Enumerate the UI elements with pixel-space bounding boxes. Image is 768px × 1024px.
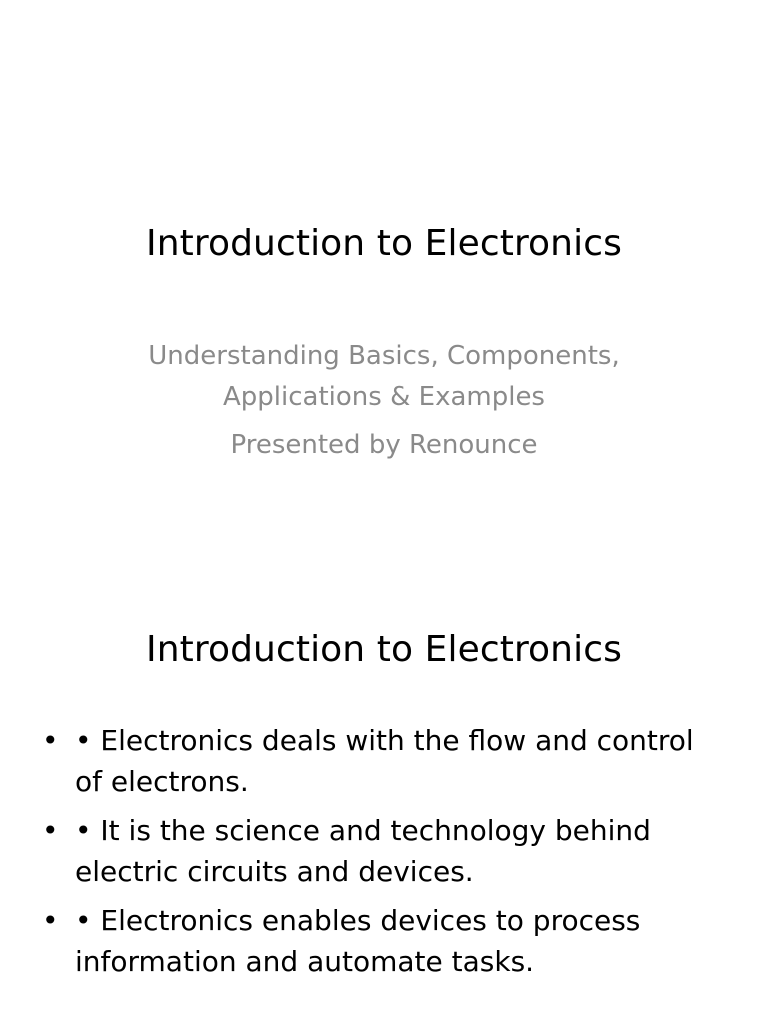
bullet-list	[0, 720, 768, 990]
list-item	[0, 810, 768, 892]
presenter-credit: Presented by Renounce	[230, 430, 538, 460]
bullet-text: • It is the science and technology behind electric circuits and devices.	[75, 814, 651, 888]
content-slide	[0, 576, 768, 1024]
slide-subtitle	[84, 336, 684, 466]
bullet-text: • Electronics enables devices to process information and automate tasks.	[75, 904, 641, 978]
subtitle-line: Understanding Basics, Components,	[148, 341, 620, 371]
bullet-marker: •	[42, 814, 59, 847]
bullet-text: • Electronics deals with the flow and control of electrons.	[75, 724, 694, 798]
bullet-marker: •	[42, 724, 59, 757]
list-item	[0, 720, 768, 802]
list-item	[0, 900, 768, 982]
bullet-marker: •	[42, 904, 59, 937]
slide-title: Introduction to Electronics	[146, 223, 622, 264]
subtitle-line: Applications & Examples	[223, 382, 545, 412]
slide-title: Introduction to Electronics	[146, 629, 622, 670]
